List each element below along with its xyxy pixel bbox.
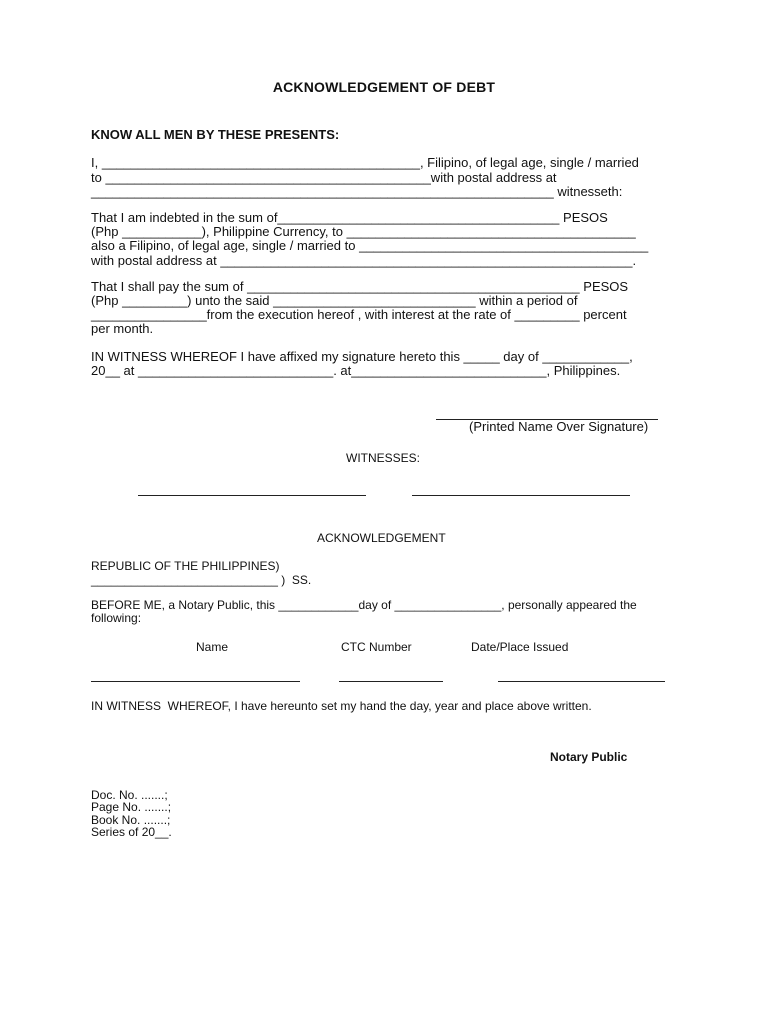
para1-line3: ________________________________________________________________ witnesseth:	[91, 184, 623, 199]
para4-line2: 20__ at ___________________________. at___________________________, Philippines.	[91, 363, 621, 378]
signature-caption: (Printed Name Over Signature)	[469, 419, 649, 434]
column-name: Name	[196, 640, 229, 654]
para3-line1: That I shall pay the sum of ______________________________________________ PESOS	[91, 279, 629, 294]
page-number: Page No. .......;	[91, 800, 172, 814]
acknowledgement-title: ACKNOWLEDGEMENT	[317, 531, 446, 545]
appearer-ctc-line	[339, 681, 443, 682]
venue-line-2: ____________________________ ) SS.	[91, 573, 312, 587]
appearer-name-line	[91, 681, 300, 682]
venue-line-1: REPUBLIC OF THE PHILIPPINES)	[91, 559, 280, 573]
series-year: Series of 20__.	[91, 825, 172, 839]
witness-signature-line-2	[412, 495, 630, 496]
before-me-line-2: following:	[91, 611, 142, 625]
witnesses-label: WITNESSES:	[346, 451, 421, 465]
appearer-date-place-line	[498, 681, 665, 682]
para2-line2: (Php ___________), Philippine Currency, to ________________________________________	[91, 224, 636, 239]
notary-closing-statement: IN WITNESS WHEREOF, I have hereunto set my hand the day, year and place above written.	[91, 699, 592, 713]
witness-signature-line-1	[138, 495, 366, 496]
para4-line1: IN WITNESS WHEREOF I have affixed my signature hereto this _____ day of ____________,	[91, 349, 633, 364]
para2-line4: with postal address at _________________________________________________________.	[91, 253, 637, 268]
notary-public-label: Notary Public	[550, 750, 628, 764]
column-ctc-number: CTC Number	[341, 640, 412, 654]
para3-line4: per month.	[91, 321, 154, 336]
book-number: Book No. .......;	[91, 813, 171, 827]
preamble-heading: KNOW ALL MEN BY THESE PRESENTS:	[91, 127, 340, 142]
para2-line1: That I am indebted in the sum of_______________________________________ PESOS	[91, 210, 608, 225]
para1-line2: to _____________________________________________with postal address at	[91, 170, 557, 185]
para3-line3: ________________from the execution hereof , with interest at the rate of _________ percent	[91, 307, 627, 322]
before-me-line-1: BEFORE ME, a Notary Public, this ____________day of ________________, personally appeared the	[91, 598, 637, 612]
doc-number: Doc. No. .......;	[91, 788, 168, 802]
column-date-place-issued: Date/Place Issued	[471, 640, 569, 654]
para1-line1: I, ____________________________________________, Filipino, of legal age, single / married	[91, 155, 639, 170]
document-title: ACKNOWLEDGEMENT OF DEBT	[272, 79, 496, 95]
para3-line2: (Php _________) unto the said ____________________________ within a period of	[91, 293, 578, 308]
para2-line3: also a Filipino, of legal age, single / married to ________________________________________	[91, 238, 649, 253]
